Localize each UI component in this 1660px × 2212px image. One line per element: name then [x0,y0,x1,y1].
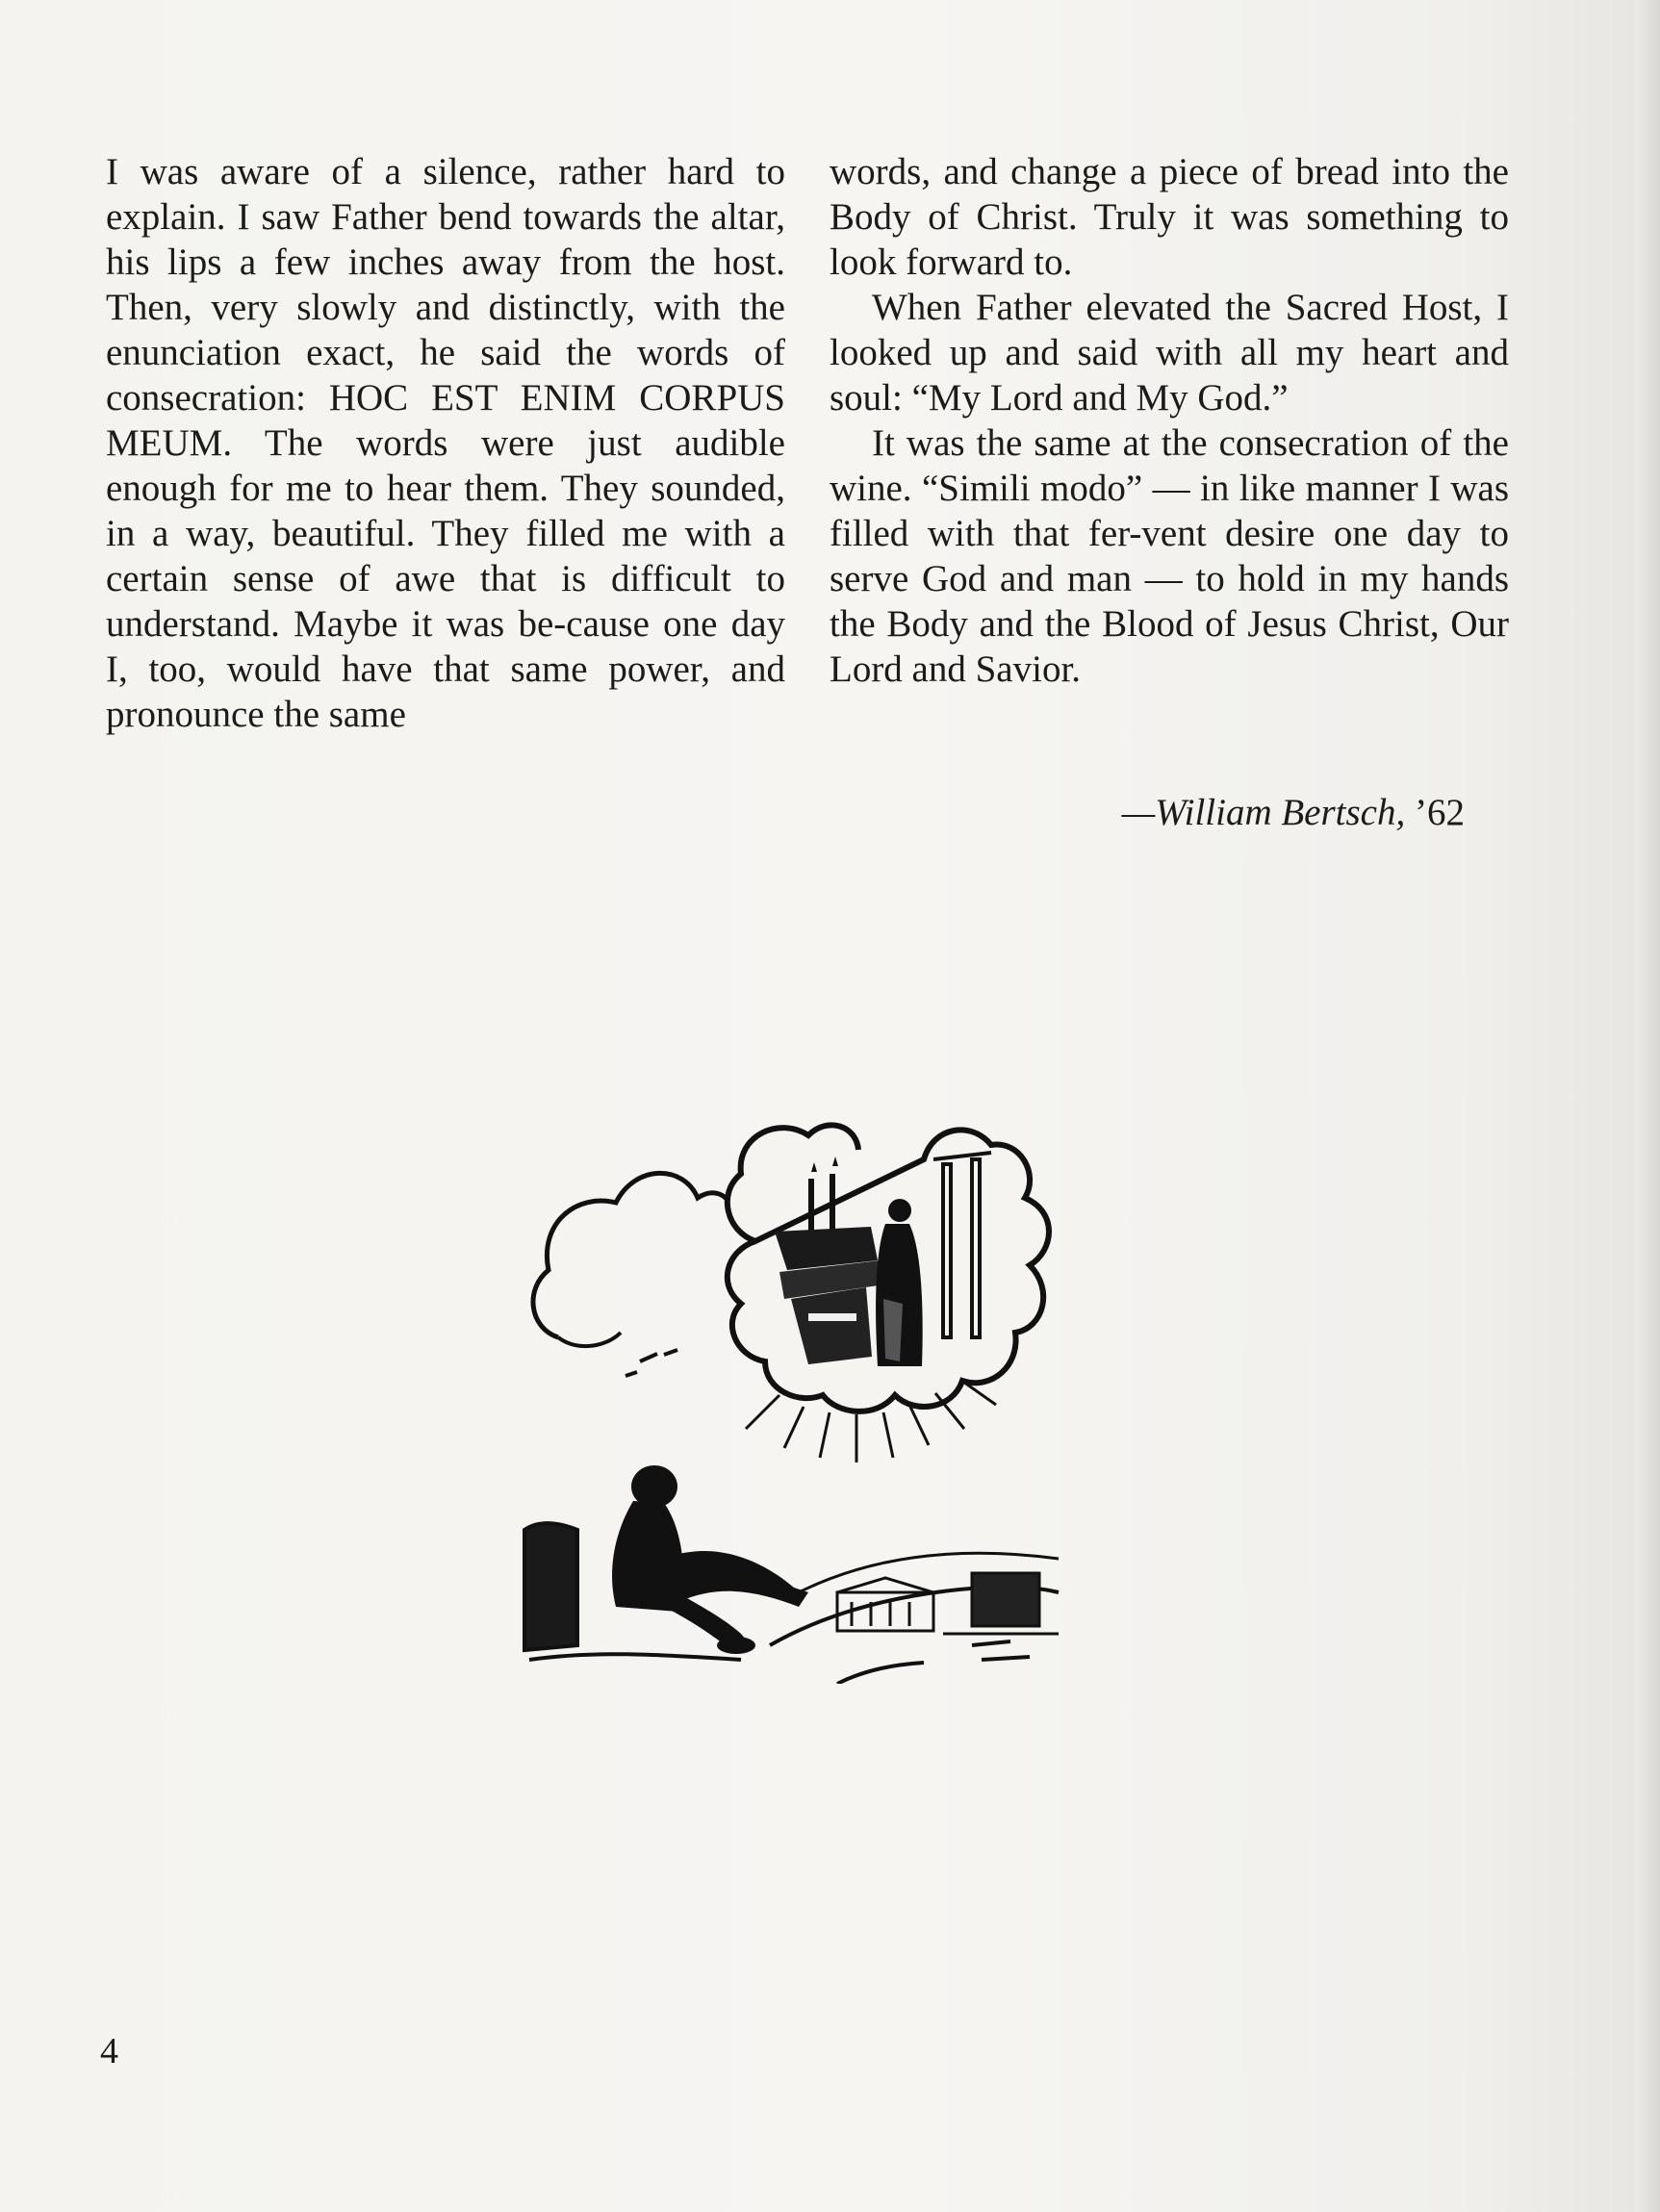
article-paragraph: When Father elevated the Sacred Host, I looked up and said with all my heart and soul: “My Lord and My God.” [830,287,1509,419]
page-edge [1635,0,1660,2212]
illustration-seminarian-dreaming [520,1106,1087,1684]
article-paragraph: words, and change a piece of bread into the Body of Christ. Truly it was something to look forward to. [830,151,1509,283]
article-paragraph: It was the same at the consecration of the wine. “Simili modo” — in like manner I was filled with that fer-vent desire one day to serve God and man — to hold in my hands the Body and the Blood of Jesus Christ, Our Lord and Savior. [830,422,1509,690]
page-number: 4 [100,2031,118,2072]
article-column-1 [106,149,785,737]
cloud-icon [533,1173,731,1337]
seated-boy-icon [612,1465,808,1654]
article-column-2 [830,149,1509,692]
seminary-building-icon [799,1553,1059,1634]
article-paragraph: I was aware of a silence, rather hard to explain. I saw Father bend towards the altar, his lips a few inches away from the host. Then, very slowly and distinctly, with the enunciation exact, he said the words of consecration: HOC EST ENIM CORPUS MEUM. The words were just audible enough for me to hear them. They sounded, in a way, beautiful. They filled me with a certain sense of awe that is difficult to understand. Maybe it was be-cause one day I, too, would have that same power, and pronounce the same [106,151,785,735]
author-year: ’62 [1415,792,1465,833]
byline [830,790,1465,835]
author-name: —William Bertsch, [1121,792,1406,833]
